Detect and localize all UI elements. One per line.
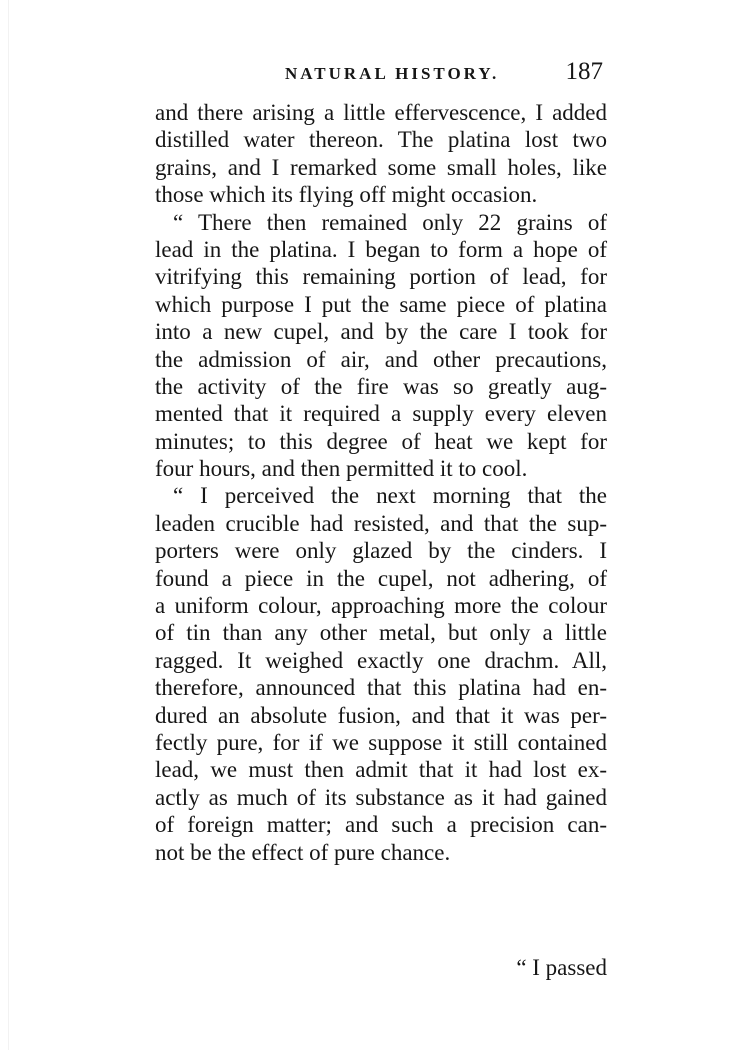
text-line: actly as much of its substance as it had gained bbox=[155, 784, 607, 810]
text-line: into a new cupel, and by the care I took for bbox=[155, 319, 607, 345]
text-line: and there arising a little effervescence, I added bbox=[155, 100, 607, 125]
text-line: those which its flying off might occasion. bbox=[155, 182, 538, 208]
text-line: fectly pure, for if we suppose it still contained bbox=[155, 729, 607, 755]
text-line: mented that it required a supply every eleven bbox=[155, 401, 607, 427]
text-line: minutes; to this degree of heat we kept for bbox=[155, 428, 607, 454]
body-text bbox=[155, 99, 607, 866]
text-line: ragged. It weighed exactly one drachm. All, bbox=[155, 647, 607, 673]
text-line: leaden crucible had resisted, and that the sup- bbox=[155, 510, 607, 536]
text-line: not be the effect of pure chance. bbox=[155, 839, 451, 865]
text-line: vitrifying this remaining portion of lead, for bbox=[155, 264, 607, 290]
text-line: of foreign matter; and such a precision can- bbox=[155, 812, 607, 838]
running-title: NATURAL HISTORY. bbox=[285, 64, 500, 83]
text-line: “ I perceived the next morning that the bbox=[173, 483, 607, 509]
text-line: “ There then remained only 22 grains of bbox=[173, 209, 607, 235]
text-line: dured an absolute fusion, and that it was per- bbox=[155, 702, 607, 728]
text-line: found a piece in the cupel, not adhering, of bbox=[155, 565, 607, 591]
text-line: grains, and I remarked some small holes, like bbox=[155, 154, 607, 180]
text-line: four hours, and then permitted it to cool. bbox=[155, 456, 528, 482]
text-line: the activity of the fire was so greatly aug- bbox=[155, 373, 607, 399]
text-line: therefore, announced that this platina had en- bbox=[155, 675, 607, 701]
text-line: porters were only glazed by the cinders. I bbox=[155, 538, 607, 564]
text-line: which purpose I put the same piece of platina bbox=[155, 291, 607, 317]
text-line: lead in the platina. I began to form a hope of bbox=[155, 236, 607, 262]
text-line: lead, we must then admit that it had lost ex- bbox=[155, 757, 607, 783]
catchword: “ I passed bbox=[516, 955, 607, 980]
text-line: the admission of air, and other precautions, bbox=[155, 346, 607, 372]
page-number: 187 bbox=[565, 58, 603, 85]
text-line: distilled water thereon. The platina lost two bbox=[155, 127, 607, 153]
text-line: a uniform colour, approaching more the colour bbox=[155, 593, 607, 619]
page-edge-shadow bbox=[8, 0, 9, 1050]
text-line: of tin than any other metal, but only a little bbox=[155, 620, 607, 646]
running-head bbox=[155, 58, 607, 92]
